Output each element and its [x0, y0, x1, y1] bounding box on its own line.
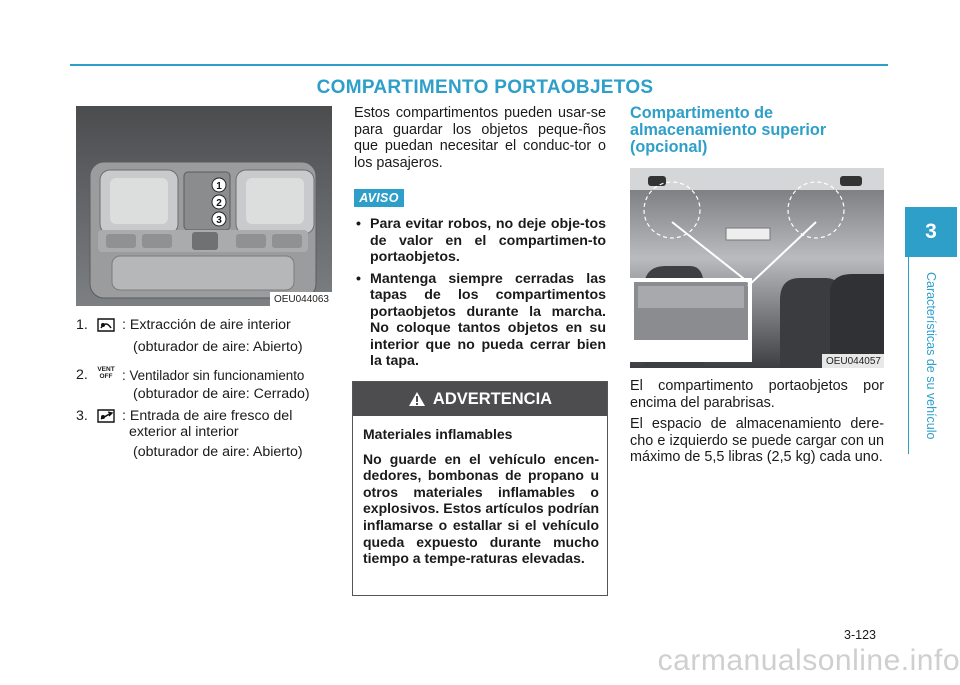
control-number: 2.	[76, 367, 88, 383]
warning-body	[363, 426, 599, 575]
svg-text:3: 3	[216, 215, 222, 226]
control-description-cont: exterior al interior	[129, 424, 239, 440]
warning-subtitle: Materiales inflamables	[363, 426, 513, 442]
intro-paragraph: Estos compartimentos pueden usar-se para guardar los objetos peque-ños que puedan necesitar el conduc-tor o los pasajeros.	[354, 105, 606, 171]
page-number: 3-123	[844, 628, 876, 642]
overhead-console-illustration	[76, 106, 332, 306]
vent-off-icon	[94, 366, 118, 384]
notice-badge: AVISO	[354, 189, 404, 207]
cabin-interior-illustration	[630, 168, 884, 368]
notice-item: • Mantenga siempre cerradas las tapas de los compartimentos portaobjetos durante la marcha. No coloque tantos objetos en su interior que no pueda cerrar bien la tapa.	[354, 271, 606, 370]
control-detail: (obturador de aire: Cerrado)	[133, 386, 310, 402]
control-detail: (obturador de aire: Abierto)	[133, 339, 303, 355]
control-description: : Ventilador sin funcionamiento	[122, 368, 305, 383]
control-description: : Entrada de aire fresco del	[122, 408, 293, 424]
svg-text:1: 1	[216, 181, 222, 192]
warning-title: ADVERTENCIA	[432, 389, 553, 408]
chapter-label: Características de su vehículo	[924, 272, 938, 440]
header-rule	[70, 64, 888, 66]
air-recirculation-icon	[94, 316, 118, 334]
fresh-air-inlet-icon	[94, 407, 118, 425]
section-title: COMPARTIMENTO PORTAOBJETOS	[316, 77, 654, 98]
notice-list	[354, 216, 606, 375]
control-item-1	[76, 317, 332, 335]
subsection-title: Compartimento de almacenamiento superior (opcional)	[630, 104, 827, 157]
svg-text:2: 2	[216, 198, 222, 209]
control-item-2	[76, 367, 332, 385]
control-detail: (obturador de aire: Abierto)	[133, 444, 303, 460]
storage-paragraph-1: El compartimento portaobjetos por encima del parabrisas.	[630, 378, 884, 411]
overhead-storage-photo	[630, 168, 884, 368]
vent-icon-label: VENT	[97, 366, 115, 373]
control-description: : Extracción de aire interior	[122, 317, 291, 333]
watermark-text: carmanualsonline.info	[657, 644, 960, 677]
warning-box	[352, 381, 608, 596]
control-number: 3.	[76, 408, 88, 424]
side-divider	[908, 257, 909, 454]
notice-item: • Para evitar robos, no deje obje-tos de valor en el compartimen-to portaobjetos.	[354, 216, 606, 266]
warning-text: No guarde en el vehículo encen-dedores, bombonas de propano u otros materiales inflamables o explosivos. Estos artículos podrían inflamarse o estallar si el vehículo queda expuesto durante mucho tiempo a tempe-raturas elevadas.	[363, 450, 599, 567]
warning-header	[353, 382, 607, 416]
photo-code: OEU044063	[270, 292, 332, 306]
overhead-console-photo	[76, 106, 332, 306]
off-icon-label: OFF	[99, 373, 113, 380]
storage-paragraph-2: El espacio de almacenamiento dere-cho e izquierdo se puede cargar con un máximo de 5,5 libras (2,5 kg) cada uno.	[630, 416, 884, 465]
warning-triangle-icon	[408, 391, 426, 407]
chapter-tab[interactable]: 3	[905, 207, 957, 257]
photo-code: OEU044057	[822, 354, 884, 368]
control-number: 1.	[76, 317, 88, 333]
